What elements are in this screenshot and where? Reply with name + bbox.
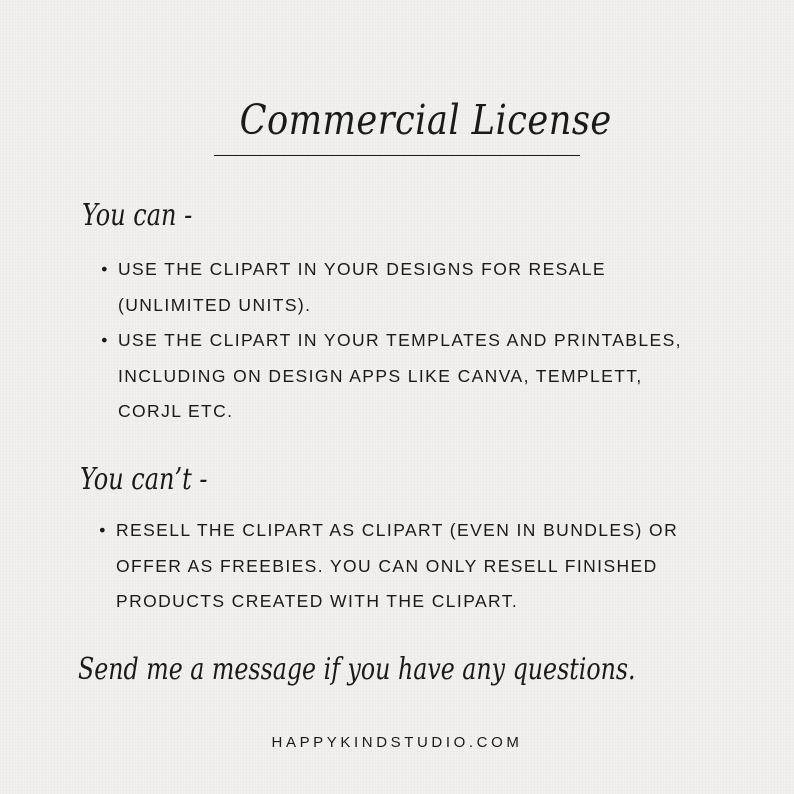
- list-item-line: RESELL THE CLIPART AS CLIPART (EVEN IN BUNDLES) OR: [116, 520, 679, 540]
- list-item-line: INCLUDING ON DESIGN APPS LIKE CANVA, TEMPLETT,: [118, 365, 643, 386]
- footer-website: HAPPYKINDSTUDIO.COM: [271, 734, 523, 751]
- closing-message: Send me a message if you have any questions.: [78, 652, 636, 687]
- can-list: [100, 252, 750, 430]
- title-underline: [214, 155, 580, 156]
- list-item-line: USE THE CLIPART IN YOUR TEMPLATES AND PRINTABLES,: [118, 330, 682, 350]
- list-item-line: PRODUCTS CREATED WITH THE CLIPART.: [116, 591, 519, 611]
- list-item-line: CORJL ETC.: [118, 401, 234, 421]
- list-item: [98, 513, 748, 620]
- list-item: [100, 323, 750, 430]
- cant-list: [98, 513, 748, 620]
- cant-heading: You can’t -: [80, 462, 208, 497]
- bullet-icon: •: [101, 330, 109, 350]
- bullet-icon: •: [101, 259, 109, 279]
- can-heading: You can -: [82, 198, 193, 233]
- list-item-line: OFFER AS FREEBIES. YOU CAN ONLY RESELL FINISHED: [116, 555, 658, 576]
- bullet-icon: •: [99, 520, 107, 540]
- page-title: Commercial License: [239, 96, 612, 144]
- list-item-line: (UNLIMITED UNITS).: [118, 294, 312, 315]
- list-item: [100, 252, 750, 323]
- list-item-line: USE THE CLIPART IN YOUR DESIGNS FOR RESALE: [118, 259, 606, 279]
